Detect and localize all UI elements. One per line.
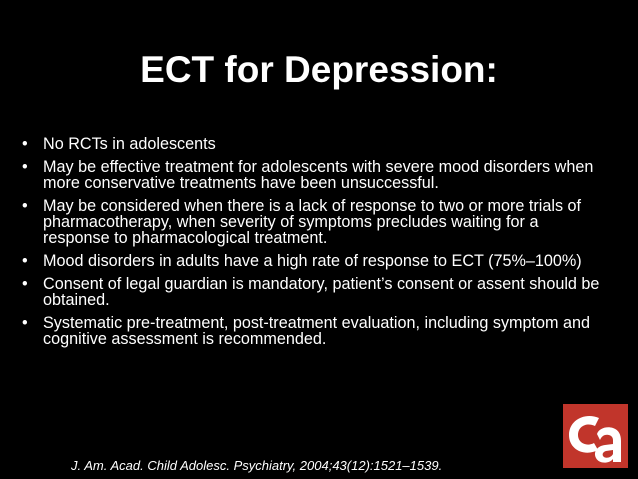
bullet-item [22,159,602,191]
bullet-text: May be effective treatment for adolescents with severe mood disorders when more conservative treatments have been unsuccessful. [43,158,594,192]
bullet-item [22,253,602,269]
bullet-text: Consent of legal guardian is mandatory, patient’s consent or assent should be obtained. [43,275,600,309]
bullet-item [22,315,602,347]
bullet-text: Mood disorders in adults have a high rate of response to ECT (75%–100%) [43,252,582,270]
slide-title: ECT for Depression: [140,49,498,90]
bullet-list [22,136,602,354]
bullet-item [22,276,602,308]
bullet-item [22,136,602,152]
bullet-icon: • [22,158,28,176]
bullet-icon: • [22,275,28,293]
ca-logo-icon [563,404,628,468]
bullet-icon: • [22,252,28,270]
bullet-item [22,198,602,246]
bullet-icon: • [22,135,28,153]
bullet-text: May be considered when there is a lack of response to two or more trials of pharmacotherapy, when severity of symptoms precludes waiting for a response to pharmacological treatment. [43,197,582,247]
bullet-icon: • [22,197,28,215]
bullet-icon: • [22,314,28,332]
bullet-text: Systematic pre-treatment, post-treatment evaluation, including symptom and cognitive assessment is recommended. [43,314,591,348]
bullet-text: No RCTs in adolescents [43,135,216,153]
citation: J. Am. Acad. Child Adolesc. Psychiatry, 2004;43(12):1521–1539. [71,458,443,473]
ca-logo-graphic [563,404,628,468]
